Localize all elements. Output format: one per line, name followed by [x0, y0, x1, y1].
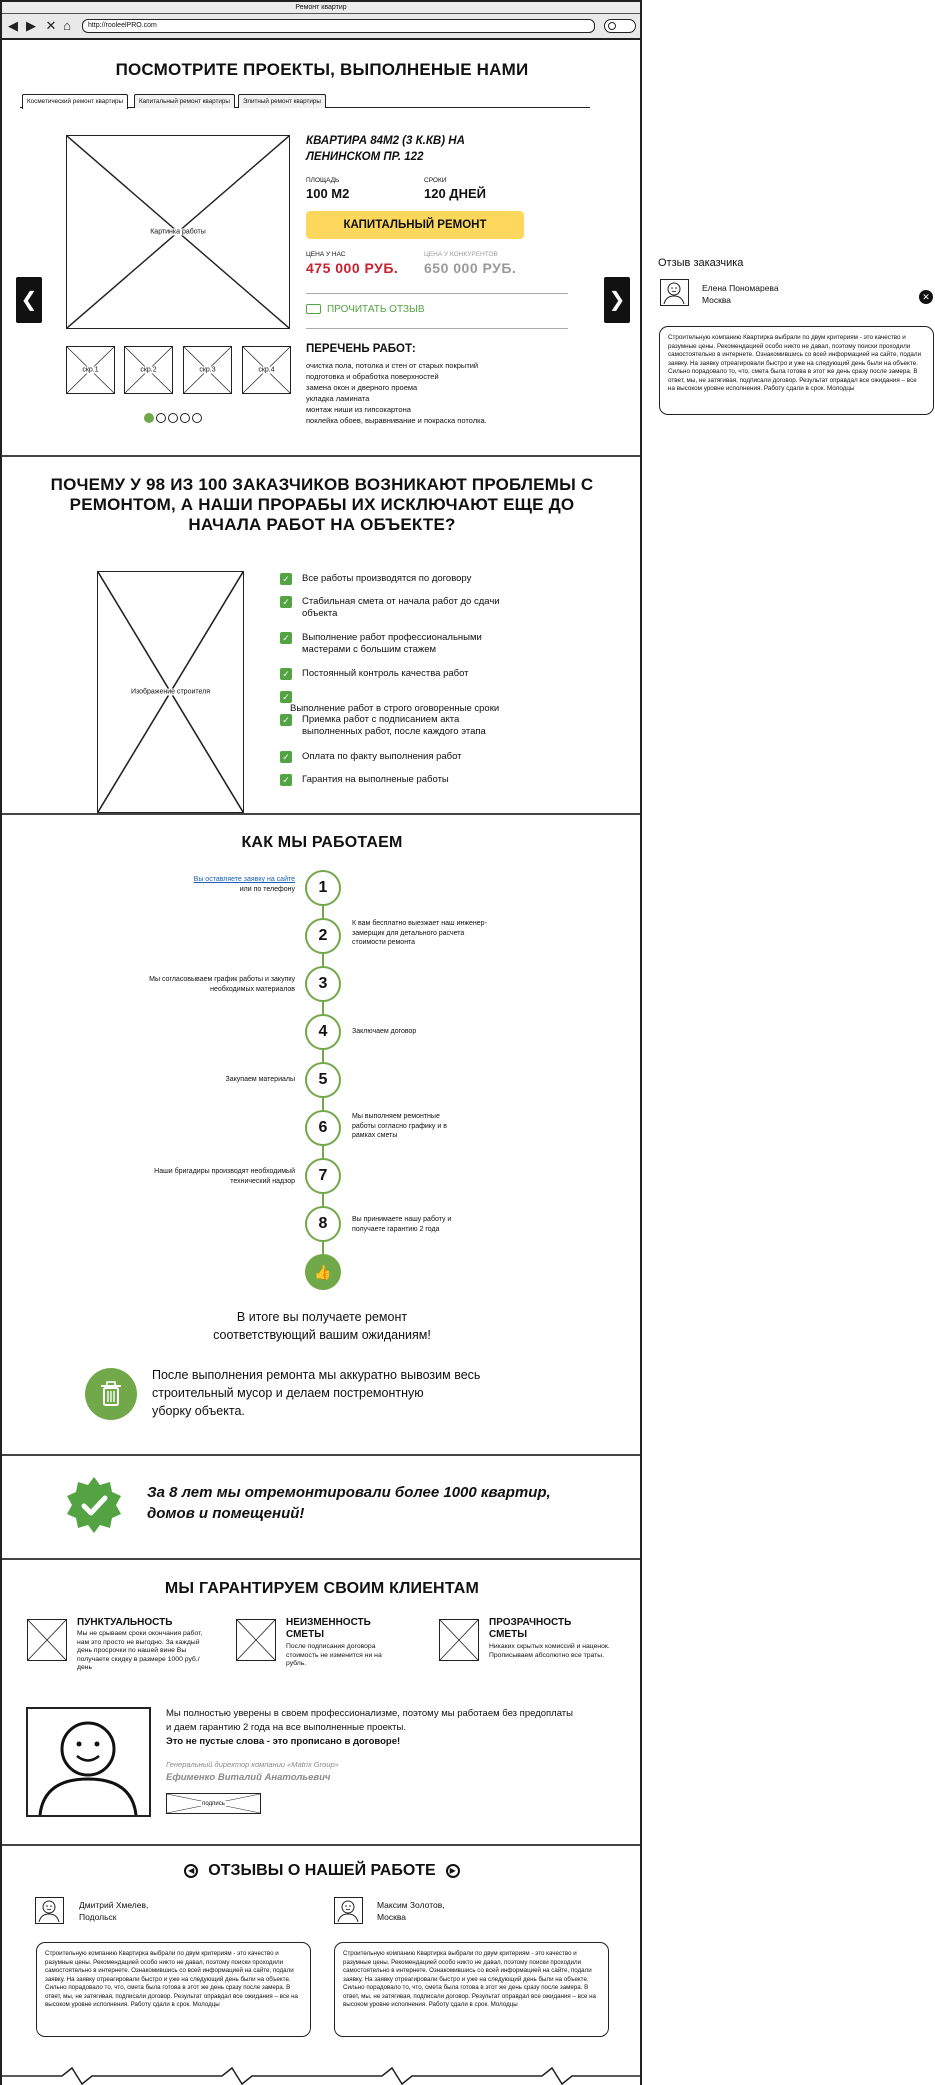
guarantee-title: НЕИЗМЕННОСТЬ СМЕТЫ [286, 1617, 371, 1640]
competitor-price-value: 650 000 РУБ. [424, 260, 517, 276]
why-item: ✓ Все работы производятся по договору [280, 573, 530, 585]
thumb-label: скр.4 [258, 366, 275, 374]
slider-dot[interactable] [192, 413, 202, 423]
check-icon: ✓ [280, 596, 292, 608]
step-1-rest: или по телефону [239, 885, 295, 893]
projects-heading: ПОСМОТРИТЕ ПРОЕКТЫ, ВЫПОЛНЕНЫЕ НАМИ [115, 60, 529, 79]
tab-elite[interactable]: Элитный ремонт квартиры [238, 94, 326, 108]
quote-line: и даем гарантию 2 года на все выполненные проекты. [166, 1721, 406, 1733]
avatar [35, 1897, 64, 1924]
result-text [2, 1308, 642, 1344]
guarantee-item [489, 1617, 619, 1660]
step-5-text: Закупаем материалы [225, 1076, 295, 1083]
competitor-price-label: ЦЕНА У КОНКУРЕНТОВ [424, 251, 498, 258]
thumb-label: скр.3 [199, 366, 216, 374]
review-popup-author [702, 282, 779, 306]
trash-line: уборку объекта. [152, 1404, 245, 1418]
area-label: ПЛОЩАДЬ [306, 177, 340, 184]
guarantee-item [286, 1617, 396, 1669]
image-label: Картинка работы [150, 228, 206, 236]
thumb-label: скр.2 [140, 366, 157, 374]
search-icon[interactable] [604, 19, 636, 33]
window-title: Ремонт квартир [2, 2, 640, 14]
works-item: поклейка обоев, выравнивание и покраска потолка. [306, 416, 487, 425]
thumb-label: скр.1 [82, 366, 99, 374]
why-item: ✓ Оплата по факту выполнения работ [280, 751, 530, 763]
review-city: Подольск [79, 1912, 117, 1922]
works-item: укладка ламината [306, 394, 370, 403]
step-4-text: Заключаем договор [352, 1028, 417, 1035]
step-circle: 4 [305, 1014, 341, 1050]
step-circle: 1 [305, 870, 341, 906]
director-role: Генеральный директор компании «Matrix Group» [166, 1760, 339, 1769]
guarantee-text: После подписания договора стоимость не изменится ни на рубль. [286, 1643, 382, 1668]
step-circle: 7 [305, 1158, 341, 1194]
review-name: Дмитрий Хмелев, [79, 1900, 149, 1910]
guarantee-image [439, 1619, 479, 1661]
avatar [334, 1897, 363, 1924]
section-divider [2, 813, 642, 815]
check-icon: ✓ [280, 751, 292, 763]
repair-type-badge: КАПИТАЛЬНЫЙ РЕМОНТ [306, 211, 524, 239]
close-icon[interactable]: ✕ [45, 18, 57, 33]
why-item: ✓ Приемка работ с подписанием акта выполненных работ, после каждого этапа [280, 714, 530, 738]
slider-next-button[interactable]: ❯ [604, 277, 630, 323]
why-item: ✓Выполнение работ в строго оговоренные сроки [280, 691, 540, 715]
step-circle: 5 [305, 1062, 341, 1098]
project-thumb[interactable] [242, 346, 291, 394]
review-city: Москва [702, 295, 732, 305]
quote-line: Мы полностью уверены в своем профессионализме, поэтому мы работаем без предоплаты [166, 1708, 573, 1719]
trash-line: строительный мусор и делаем постремонтную [152, 1386, 424, 1400]
review-city: Москва [377, 1912, 407, 1922]
address-bar [2, 14, 640, 40]
section-divider [2, 1844, 642, 1846]
check-icon: ✓ [280, 668, 292, 680]
why-item: ✓ Гарантия на выполненые работы [280, 774, 530, 786]
guarantee-image [236, 1619, 276, 1661]
works-item: замена окон и дверного проема [306, 383, 418, 392]
guarantee-title: ПРОЗРАЧНОСТЬ СМЕТЫ [489, 1617, 572, 1640]
step-3-text: Мы согласовываем график работы и закупку необходимых материалов [149, 976, 295, 993]
step-circle: 6 [305, 1110, 341, 1146]
why-heading-line: РЕМОНТОМ, А НАШИ ПРОРАБЫ ИХ ИСКЛЮЧАЮТ ЕЩЕ ДО [69, 495, 575, 514]
director-quote [166, 1707, 573, 1749]
guarantee-image [27, 1619, 67, 1661]
result-line: В итоге вы получаете ремонт [236, 1310, 408, 1324]
review-author [377, 1899, 445, 1923]
why-item: ✓ Стабильная смета от начала работ до сдачи объекта [280, 596, 530, 620]
review-author [79, 1899, 148, 1923]
badge-check-icon [64, 1475, 124, 1535]
guarantee-item [77, 1617, 207, 1673]
slider-dot[interactable] [180, 413, 190, 423]
review-popup-bubble: Строительную компанию Квартирка выбрали по двум критериям - это качество и разумные цены. Рекомендацией особо никто не давал, поэтому поиски проходили самостоятельно в интернете. Ознакомившись со всей информацией на сайте, подали заявку. На заявку отреагировали быстро и уже на следующий день были на объекте. Сильно порадовало то, что, смета была готова в этот же день сразу после замера. В ответ, мы, не затягивая, подписали договор. Результат оправдал все ожидания – все на высоком уровне исполнения. Работу сдали в срок. Молодцы [659, 326, 934, 415]
prev-arrow-icon[interactable]: ◀ [184, 1864, 198, 1878]
section-divider [2, 1454, 642, 1456]
close-icon[interactable]: ✕ [919, 290, 933, 304]
avatar [660, 279, 689, 306]
step-6-text: Мы выполняем ремонтные работы согласно графику и в рамках сметы [352, 1113, 447, 1139]
slider-dots [144, 409, 204, 427]
project-main-image [66, 135, 290, 329]
url-input[interactable]: http://rooleelPRO.com [82, 19, 595, 33]
project-thumb[interactable] [66, 346, 115, 394]
project-title-line2: ЛЕНИНСКОМ ПР. 122 [306, 151, 424, 163]
step-1-text [122, 875, 295, 894]
why-heading [22, 475, 622, 535]
tab-cosmetic[interactable]: Косметический ремонт квартиры [22, 94, 128, 109]
guarantee-text: Мы не срываем сроки окончания работ, нам это просто не выгодно. За каждый день просрочки по нашей вине Вы получаете скидку в размере 1000 руб./день [77, 1630, 203, 1672]
result-line: соответствующий вашим ожиданиям! [213, 1328, 431, 1342]
project-thumb[interactable] [124, 346, 173, 394]
torn-edge [2, 2064, 642, 2085]
back-icon[interactable]: ◀ [8, 18, 18, 33]
stats-line: домов и помещений! [147, 1505, 305, 1522]
slider-dot[interactable] [144, 413, 154, 423]
why-heading-line: ПОЧЕМУ У 98 ИЗ 100 ЗАКАЗЧИКОВ ВОЗНИКАЮТ ПРОБЛЕМЫ С [50, 475, 594, 494]
stats-line: За 8 лет мы отремонтировали более 1000 квартир, [147, 1484, 551, 1501]
review-name: Елена Пономарева [702, 283, 779, 293]
guarantee-title: ПУНКТУАЛЬНОСТЬ [77, 1617, 173, 1628]
project-tabs [20, 94, 590, 108]
why-heading-line: НАЧАЛА РАБОТ НА ОБЪЕКТЕ? [188, 515, 456, 534]
chat-icon [306, 304, 321, 314]
stats-text [147, 1482, 551, 1524]
review-popup-title: Отзыв заказчика [658, 257, 744, 269]
next-arrow-icon[interactable]: ▶ [446, 1864, 460, 1878]
step-2-text: К вам бесплатно выезжает наш инженер-замерщик для детального расчета стоимости ремонта [352, 920, 487, 946]
slider-prev-button[interactable]: ❮ [16, 277, 42, 323]
check-icon: ✓ [280, 774, 292, 786]
review-name: Максим Золотов, [377, 1900, 445, 1910]
step-circle: 3 [305, 966, 341, 1002]
reviews-heading: ОТЗЫВЫ О НАШЕЙ РАБОТЕ [208, 1862, 436, 1879]
trash-text [152, 1366, 480, 1420]
step-8-text: Вы принимаете нашу работу и получаете гарантию 2 года [352, 1216, 452, 1233]
director-name: Ефименко Виталий Анатольевич [166, 1772, 331, 1783]
slider-dot[interactable] [156, 413, 166, 423]
works-item: монтаж ниши из гипсокартона [306, 405, 411, 414]
step-circle: 8 [305, 1206, 341, 1242]
quote-line: Это не пустые слова - это прописано в договоре! [166, 1736, 401, 1747]
works-list [306, 360, 487, 426]
check-icon: ✓ [280, 714, 292, 726]
signature-image [166, 1793, 261, 1814]
read-review-link[interactable] [306, 304, 425, 315]
term-label: СРОКИ [424, 177, 447, 184]
step-circle: 2 [305, 918, 341, 954]
works-title: ПЕРЕЧЕНЬ РАБОТ: [306, 343, 416, 355]
thumbs-up-icon: 👍 [305, 1254, 341, 1290]
section-divider [2, 455, 642, 457]
review-bubble: Строительную компанию Квартирка выбрали по двум критериям - это качество и разумные цены. Рекомендацией особо никто не давал, поэтому поиски проходили самостоятельно в интернете. Ознакомившись со всей информацией на сайте, подали заявку. На заявку отреагировали быстро и уже на следующий день были на объекте. Сильно порадовало то, что, смета была готова в этот же день сразу после замера. В ответ, мы, не затягивая, подписали договор. Результат оправдал все ожидания – все на высоком уровне исполнения. Работу сдали в срок. Молодцы [36, 1942, 311, 2037]
price-value: 475 000 РУБ. [306, 260, 399, 276]
slider-dot[interactable] [168, 413, 178, 423]
tab-capital[interactable]: Капитальный ремонт квартиры [134, 94, 235, 108]
forward-icon[interactable]: ▶ [26, 18, 36, 33]
step-1-link[interactable]: Вы оставляете заявку на сайте [193, 876, 295, 883]
term-value: 120 ДНЕЙ [424, 186, 486, 201]
works-item: очистка пола, потолка и стен от старых покрытий [306, 361, 479, 370]
read-review-label: ПРОЧИТАТЬ ОТЗЫВ [327, 304, 425, 315]
why-item: ✓ Постоянный контроль качества работ [280, 668, 530, 680]
trash-icon [85, 1368, 137, 1420]
works-item: подготовка и обработка поверхностей [306, 372, 439, 381]
director-portrait [26, 1707, 151, 1817]
price-label: ЦЕНА У НАС [306, 251, 346, 258]
reviews-header [2, 1862, 642, 1880]
how-heading: КАК МЫ РАБОТАЕМ [241, 834, 403, 851]
check-icon: ✓ [280, 573, 292, 585]
review-bubble: Строительную компанию Квартирка выбрали по двум критериям - это качество и разумные цены. Рекомендацией особо никто не давал, поэтому поиски проходили самостоятельно в интернете. Ознакомившись со всей информацией на сайте, подали заявку. На заявку отреагировали быстро и уже на следующий день были на объекте. Сильно порадовало то, что, смета была готова в этот же день сразу после замера. В ответ, мы, не затягивая, подписали договор. Результат оправдал все ожидания – все на высоком уровне исполнения. Работу сдали в срок. Молодцы [334, 1942, 609, 2037]
check-icon: ✓ [280, 632, 292, 644]
why-item: ✓ Выполнение работ профессиональными мастерами с большим стажем [280, 632, 530, 656]
trash-line: После выполнения ремонта мы аккуратно вывозим весь [152, 1368, 481, 1382]
home-icon[interactable]: ⌂ [63, 18, 71, 33]
guarantee-text: Никаких скрытых комиссий и наценок. Прописываем абсолютно все траты. [489, 1643, 610, 1659]
signature-label: подпись [202, 1800, 225, 1807]
project-thumb[interactable] [183, 346, 232, 394]
builder-image-label: Изображение строителя [130, 688, 211, 696]
check-icon: ✓ [280, 691, 292, 703]
builder-image [97, 571, 244, 813]
area-value: 100 М2 [306, 186, 350, 201]
guarantee-heading: МЫ ГАРАНТИРУЕМ СВОИМ КЛИЕНТАМ [164, 1580, 480, 1597]
section-divider [2, 1558, 642, 1560]
step-7-text: Наши бригадиры производят необходимый технический надзор [154, 1168, 295, 1185]
project-title-line1: КВАРТИРА 84М2 (3 К.КВ) НА [306, 135, 465, 147]
